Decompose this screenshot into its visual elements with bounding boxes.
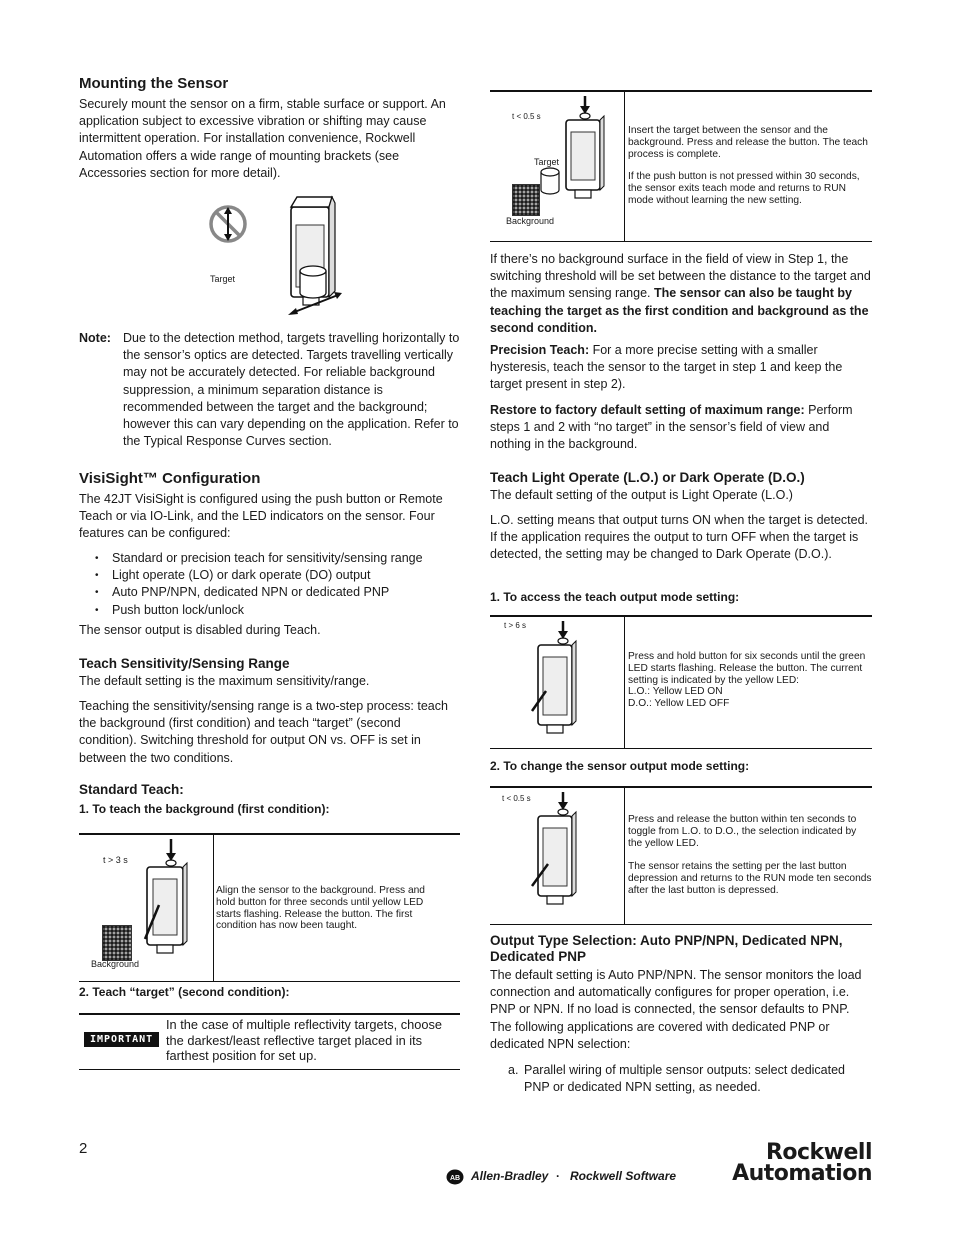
feature-list bbox=[79, 550, 460, 619]
precision-text: For a more precise setting with a smaller hysteresis, teach the sensor to the target in step 1 and keep the target present in step 2). bbox=[490, 343, 843, 392]
heading-teach-sensitivity: Teach Sensitivity/Sensing Range bbox=[79, 656, 290, 671]
teach-target-text2: If the push button is not pressed within 30 seconds, the sensor exits teach mode and returns to RUN mode without learning the new setting. bbox=[628, 171, 860, 206]
lo-do-step1-title: 1. To access the teach output mode setting: bbox=[490, 590, 740, 604]
heading-output-type: Output Type Selection: Auto PNP/NPN, Dedicated NPN, Dedicated PNP bbox=[490, 933, 843, 964]
timer-label: t < 0.5 s bbox=[502, 794, 531, 803]
no-background-text: If there’s no background surface in the field of view in Step 1, the switching threshold will be set between the distance to the target and the maximum sensing range. bbox=[490, 252, 871, 301]
lo-do-default: The default setting of the output is Light Operate (L.O.) bbox=[490, 488, 793, 502]
svg-text:AB: AB bbox=[449, 1175, 461, 1182]
do-indicator: D.O.: Yellow LED OFF bbox=[628, 698, 730, 710]
teach-target-figure bbox=[490, 92, 625, 241]
logo-line-2: Automation bbox=[732, 1161, 872, 1186]
heading-standard-teach: Standard Teach: bbox=[79, 782, 184, 797]
access-output-description: Press and hold button for six seconds until the green LED starts flashing. Release the button. The current setting is indicated by the yellow LED: bbox=[628, 651, 866, 686]
visisight-body: The 42JT VisiSight is configured using the push button or Remote Teach or via IO-Link, and the LED indicators on the sensor. Four features can be configured: bbox=[79, 492, 443, 541]
item-a-label: a. bbox=[508, 1063, 519, 1077]
heading-mounting: Mounting the Sensor bbox=[79, 75, 229, 92]
step1-title: 1. To teach the background (first condition): bbox=[79, 802, 330, 816]
item-a-text: Parallel wiring of multiple sensor outputs: select dedicated PNP or dedicated NPN setting, as needed. bbox=[524, 1063, 846, 1095]
mounting-illustration bbox=[204, 195, 404, 315]
background-pattern bbox=[102, 925, 132, 961]
important-badge: IMPORTANT bbox=[84, 1032, 159, 1047]
mounting-body: Securely mount the sensor on a firm, stable surface or support. An application subject to excessive vibration or shifting may cause intermittent operation. For installation convenience, Rockwell Automation offers a wide range of mounting brackets (see Accessories section for more detail). bbox=[79, 97, 446, 180]
timer-label: t > 3 s bbox=[103, 855, 128, 865]
background-pattern bbox=[512, 184, 540, 216]
change-output-figure bbox=[490, 788, 625, 924]
change-output-text2: The sensor retains the setting per the last button depression and returns to the RUN mode ten seconds after the last button is depressed. bbox=[628, 861, 872, 896]
target-label: Target bbox=[534, 157, 560, 167]
brand-allen-bradley: Allen-Bradley bbox=[471, 1169, 549, 1183]
teach-disabled-note: The sensor output is disabled during Teach. bbox=[79, 623, 321, 637]
timer-label: t > 6 s bbox=[504, 621, 527, 630]
note-text: Due to the detection method, targets travelling horizontally to the sensor’s optics are detected. Targets travelling vertically may not be accurately detected. For reliable background suppression, a minimum separation distance is recommended between the target and the background; however this can vary depending on the application. Refer to the Typical Response Curves section. bbox=[123, 331, 460, 449]
precision-paragraph bbox=[490, 342, 872, 394]
important-text: In the case of multiple reflectivity targets, choose the darkest/least reflective target placed in its farthest position for set up. bbox=[166, 1017, 442, 1063]
background-label: Background bbox=[91, 959, 140, 969]
fig-target-label: Target bbox=[210, 274, 236, 284]
output-type-body: The default setting is Auto PNP/NPN. The sensor monitors the load connection and automatically configures for proper operation, i.e. PNP or NPN. If no load is connected, the sensor defaults to PNP. The following applications are covered with dedicated PNP or dedicated NPN selection: bbox=[490, 968, 862, 1051]
sensor-illustration bbox=[490, 617, 624, 748]
allen-bradley-logo-icon bbox=[446, 1168, 464, 1186]
mounting-figure bbox=[204, 195, 404, 315]
restore-text: Perform steps 1 and 2 with “no target” in the sensor’s field of view and nothing in the background. bbox=[490, 403, 853, 452]
note-label: Note: bbox=[79, 331, 111, 345]
restore-label: Restore to factory default setting of maximum range: bbox=[490, 403, 805, 417]
restore-paragraph bbox=[490, 402, 872, 454]
list-item: • Light operate (LO) or dark operate (DO) output bbox=[79, 567, 460, 584]
sensor-illustration bbox=[490, 788, 624, 924]
lo-indicator: L.O.: Yellow LED ON bbox=[628, 686, 723, 698]
access-output-text bbox=[628, 651, 872, 710]
teach-target-text1: Insert the target between the sensor and the background. Press and release the button. The teach process is complete. bbox=[628, 125, 868, 160]
precision-label: Precision Teach: bbox=[490, 343, 590, 357]
heading-visisight: VisiSight™ Configuration bbox=[79, 470, 261, 487]
brand-separator: · bbox=[556, 1169, 560, 1183]
no-background-bold: The sensor can also be taught by teaching the target as the first condition and background as the second condition. bbox=[490, 286, 869, 335]
logo-line-1: Rockwell bbox=[765, 1140, 872, 1165]
rockwell-automation-logo bbox=[704, 1142, 872, 1184]
teach-background-figure bbox=[79, 835, 214, 981]
change-output-text1: Press and release the button within ten seconds to toggle from L.O. to D.O., the selection indicated by the yellow LED. bbox=[628, 814, 857, 849]
page-number: 2 bbox=[79, 1140, 88, 1157]
timer-label: t < 0.5 s bbox=[512, 112, 541, 121]
lo-do-step2-title: 2. To change the sensor output mode setting: bbox=[490, 759, 750, 773]
change-output-mode-table bbox=[490, 786, 872, 925]
access-output-figure bbox=[490, 617, 625, 748]
teach-sensitivity-body: Teaching the sensitivity/sensing range is a two-step process: teach the background (first condition) and teach “target” (second condition). Switching threshold for output ON vs. OFF is set in between the two conditions. bbox=[79, 699, 448, 765]
teach-background-table bbox=[79, 833, 460, 982]
background-label: Background bbox=[506, 216, 555, 226]
heading-lo-do: Teach Light Operate (L.O.) or Dark Operate (D.O.) bbox=[490, 470, 805, 485]
teach-background-text: Align the sensor to the background. Press and hold button for three seconds until yellow LED starts flashing. Release the button. The first condition has now been taught. bbox=[216, 885, 425, 932]
teach-target-table bbox=[490, 90, 872, 242]
important-box bbox=[79, 1013, 460, 1070]
footer bbox=[446, 1142, 876, 1187]
brand-rockwell-software: Rockwell Software bbox=[570, 1169, 677, 1183]
list-item: • Push button lock/unlock bbox=[79, 602, 460, 619]
access-output-mode-table bbox=[490, 615, 872, 749]
no-background-paragraph bbox=[490, 251, 872, 337]
teach-sensitivity-default: The default setting is the maximum sensitivity/range. bbox=[79, 674, 370, 688]
lo-do-body: L.O. setting means that output turns ON when the target is detected. If the application requires the output to turn OFF when the target is detected, the setting may be changed to Dark Operate (D.O.). bbox=[490, 513, 868, 562]
list-item: • Auto PNP/NPN, dedicated NPN or dedicated PNP bbox=[79, 584, 460, 601]
list-item: • Standard or precision teach for sensitivity/sensing range bbox=[79, 550, 460, 567]
step2-title: 2. Teach “target” (second condition): bbox=[79, 985, 290, 999]
